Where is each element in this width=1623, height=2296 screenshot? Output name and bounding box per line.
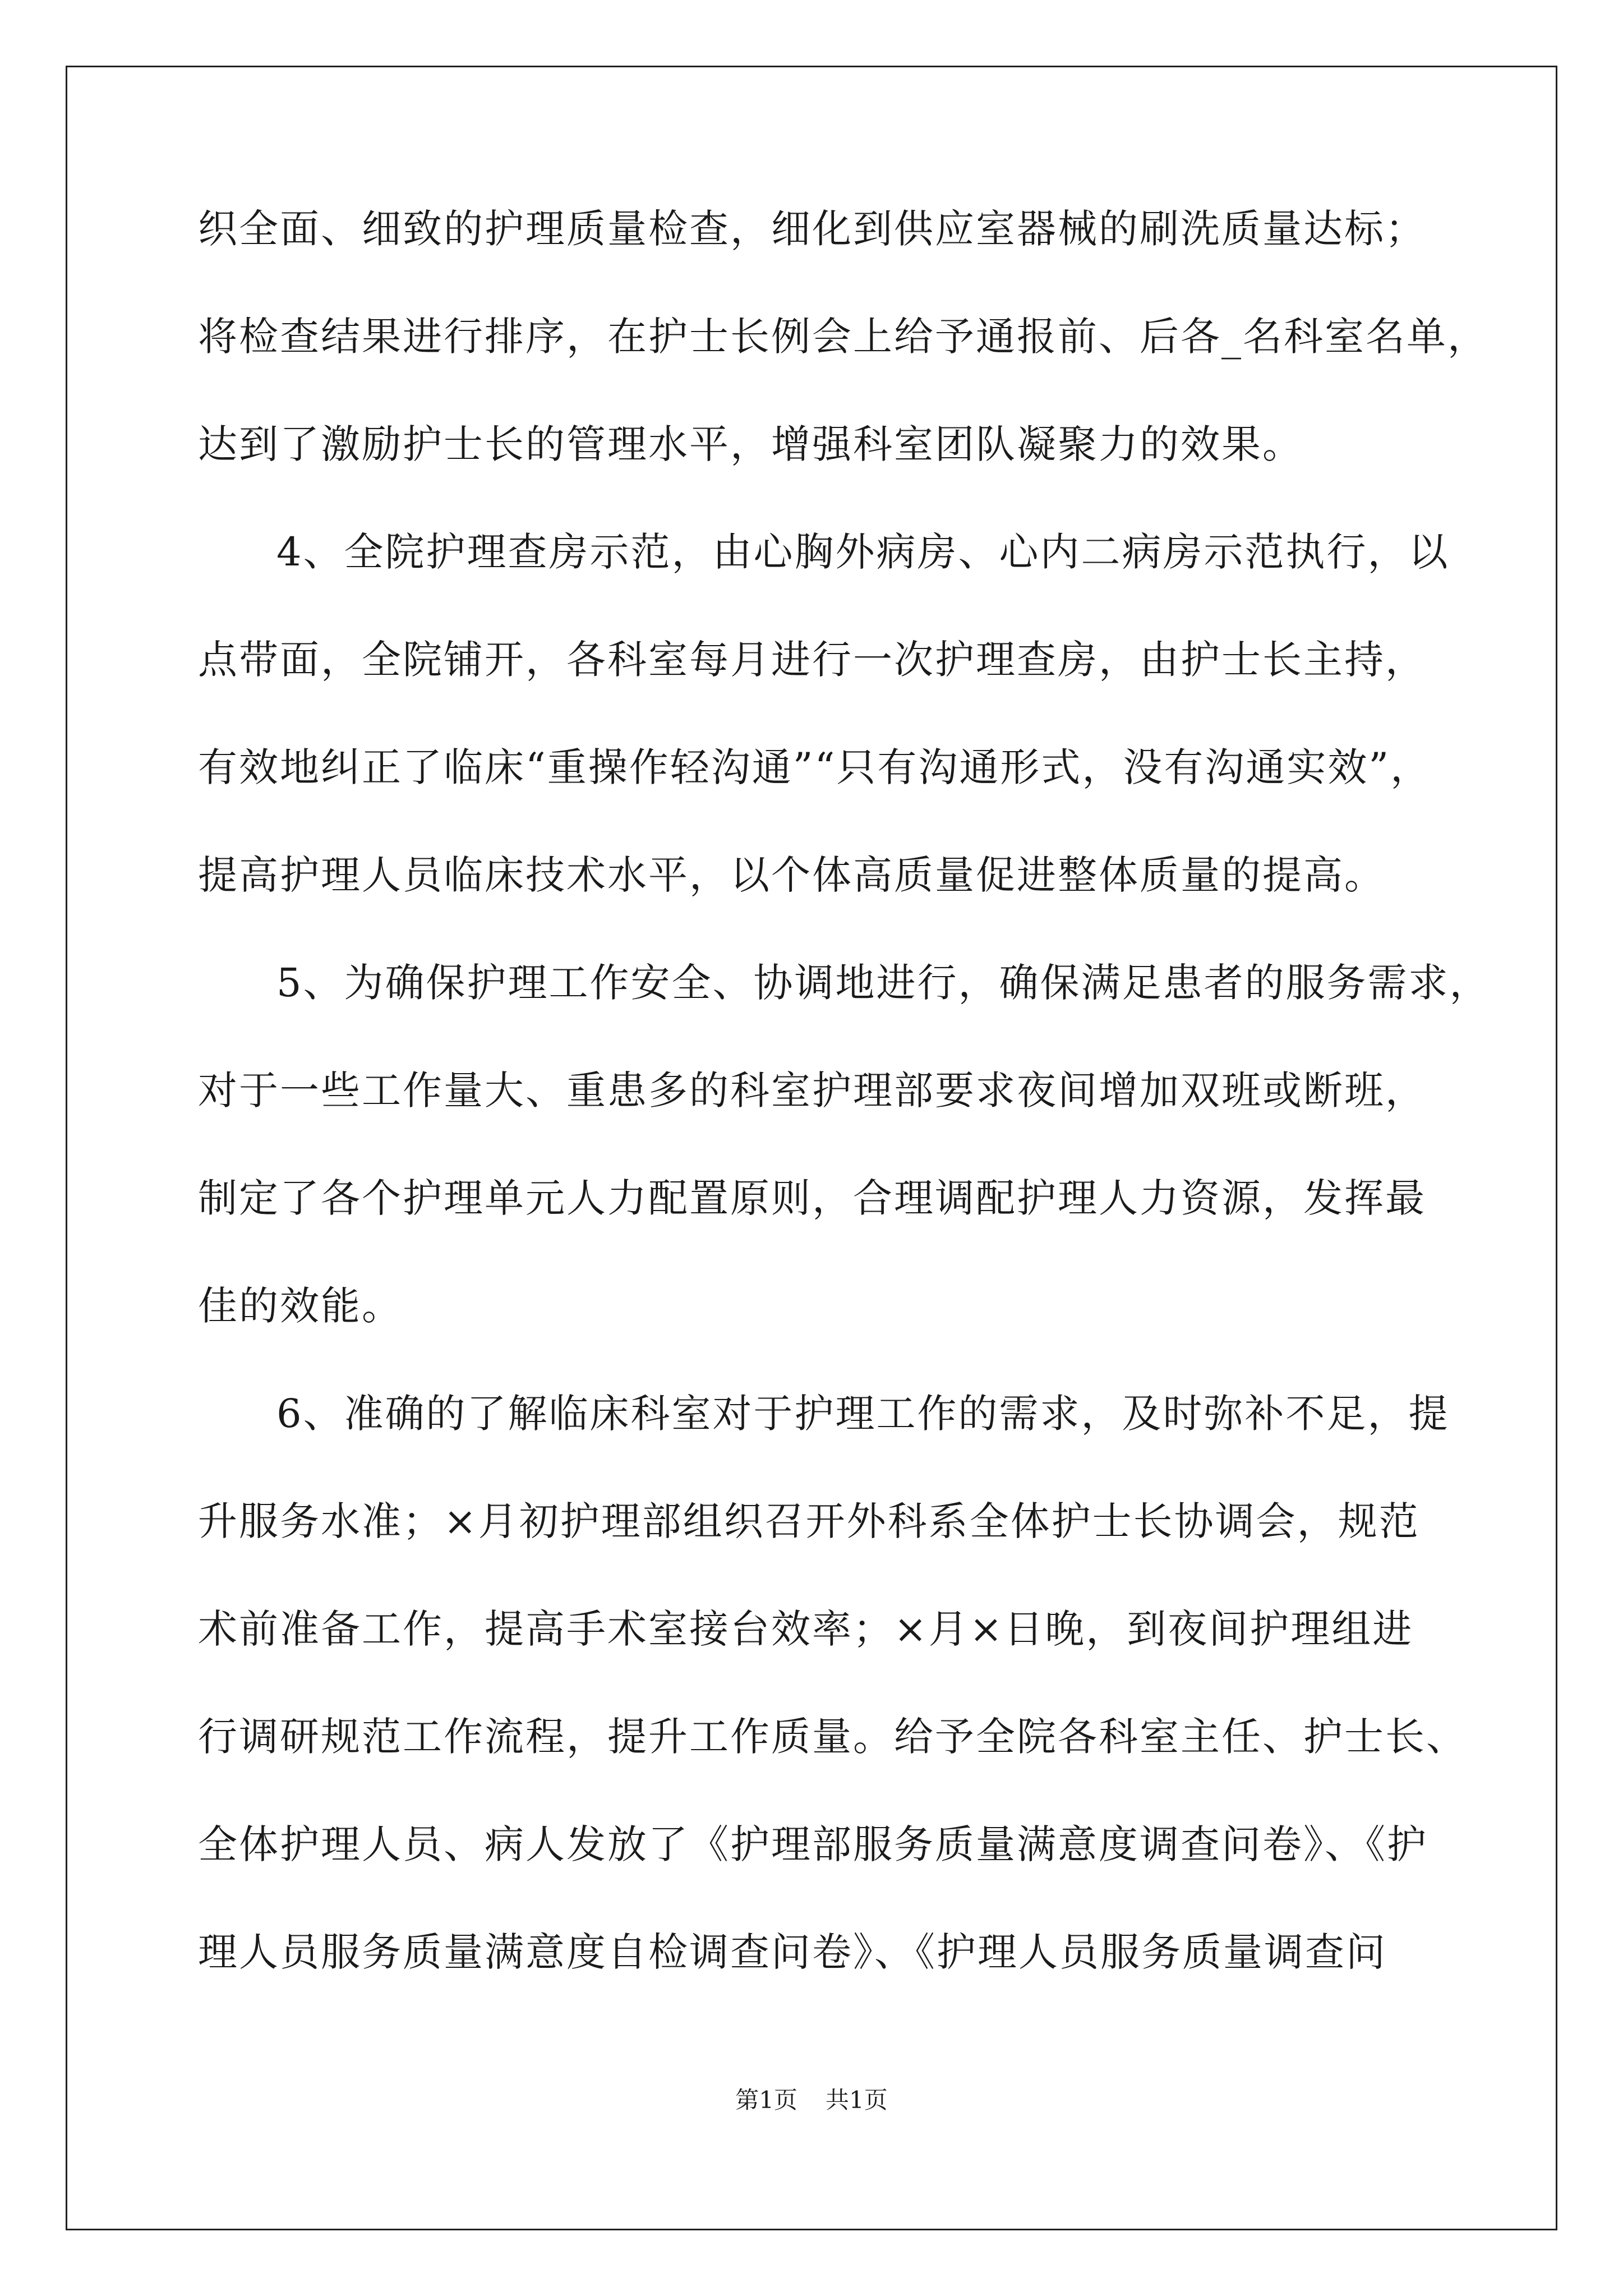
body-line: 提高护理人员临床技术水平，以个体高质量促进整体质量的提高。 xyxy=(198,852,1385,898)
body-line: 达到了激励护士长的管理水平，增强科室团队凝聚力的效果。 xyxy=(198,421,1303,467)
body-line: 制定了各个护理单元人力配置原则，合理调配护理人力资源，发挥最 xyxy=(198,1175,1426,1221)
paragraph-4-first-line: 4、全院护理查房示范，由心胸外病房、心内二病房示范执行，以 xyxy=(276,529,1450,575)
paragraph-5-first-line: 5、为确保护理工作安全、协调地进行，确保满足患者的服务需求， xyxy=(276,960,1491,1006)
body-line: 升服务水准；×月初护理部组织召开外科系全体护士长协调会，规范 xyxy=(198,1498,1420,1544)
page-number: 第1页 xyxy=(735,2086,797,2114)
body-line: 将检查结果进行排序，在护士长例会上给予通报前、后各_名科室名单， xyxy=(198,314,1488,360)
body-line: 理人员服务质量满意度自检调查问卷》、《护理人员服务质量调查问 xyxy=(198,1929,1387,1975)
paragraph-6-first-line: 6、准确的了解临床科室对于护理工作的需求，及时弥补不足，提 xyxy=(276,1391,1450,1437)
body-line: 行调研规范工作流程，提升工作质量。给予全院各科室主任、护士长、 xyxy=(198,1714,1467,1760)
body-line: 织全面、细致的护理质量检查，细化到供应室器械的刷洗质量达标； xyxy=(198,206,1426,252)
body-line: 有效地纠正了临床“重操作轻沟通”“只有沟通形式，没有沟通实效”， xyxy=(198,744,1432,790)
body-line: 点带面，全院铺开，各科室每月进行一次护理查房，由护士长主持， xyxy=(198,637,1426,683)
body-line: 全体护理人员、病人发放了《护理部服务质量满意度调查问卷》、《护 xyxy=(198,1821,1428,1867)
body-line: 对于一些工作量大、重患多的科室护理部要求夜间增加双班或断班， xyxy=(198,1068,1426,1114)
body-line: 佳的效能。 xyxy=(198,1283,403,1329)
body-line: 术前准备工作，提高手术室接台效率；×月×日晚，到夜间护理组进 xyxy=(198,1606,1414,1652)
page-footer xyxy=(0,2083,1623,2117)
document-body xyxy=(198,201,1491,2032)
page-total: 共1页 xyxy=(826,2086,888,2114)
